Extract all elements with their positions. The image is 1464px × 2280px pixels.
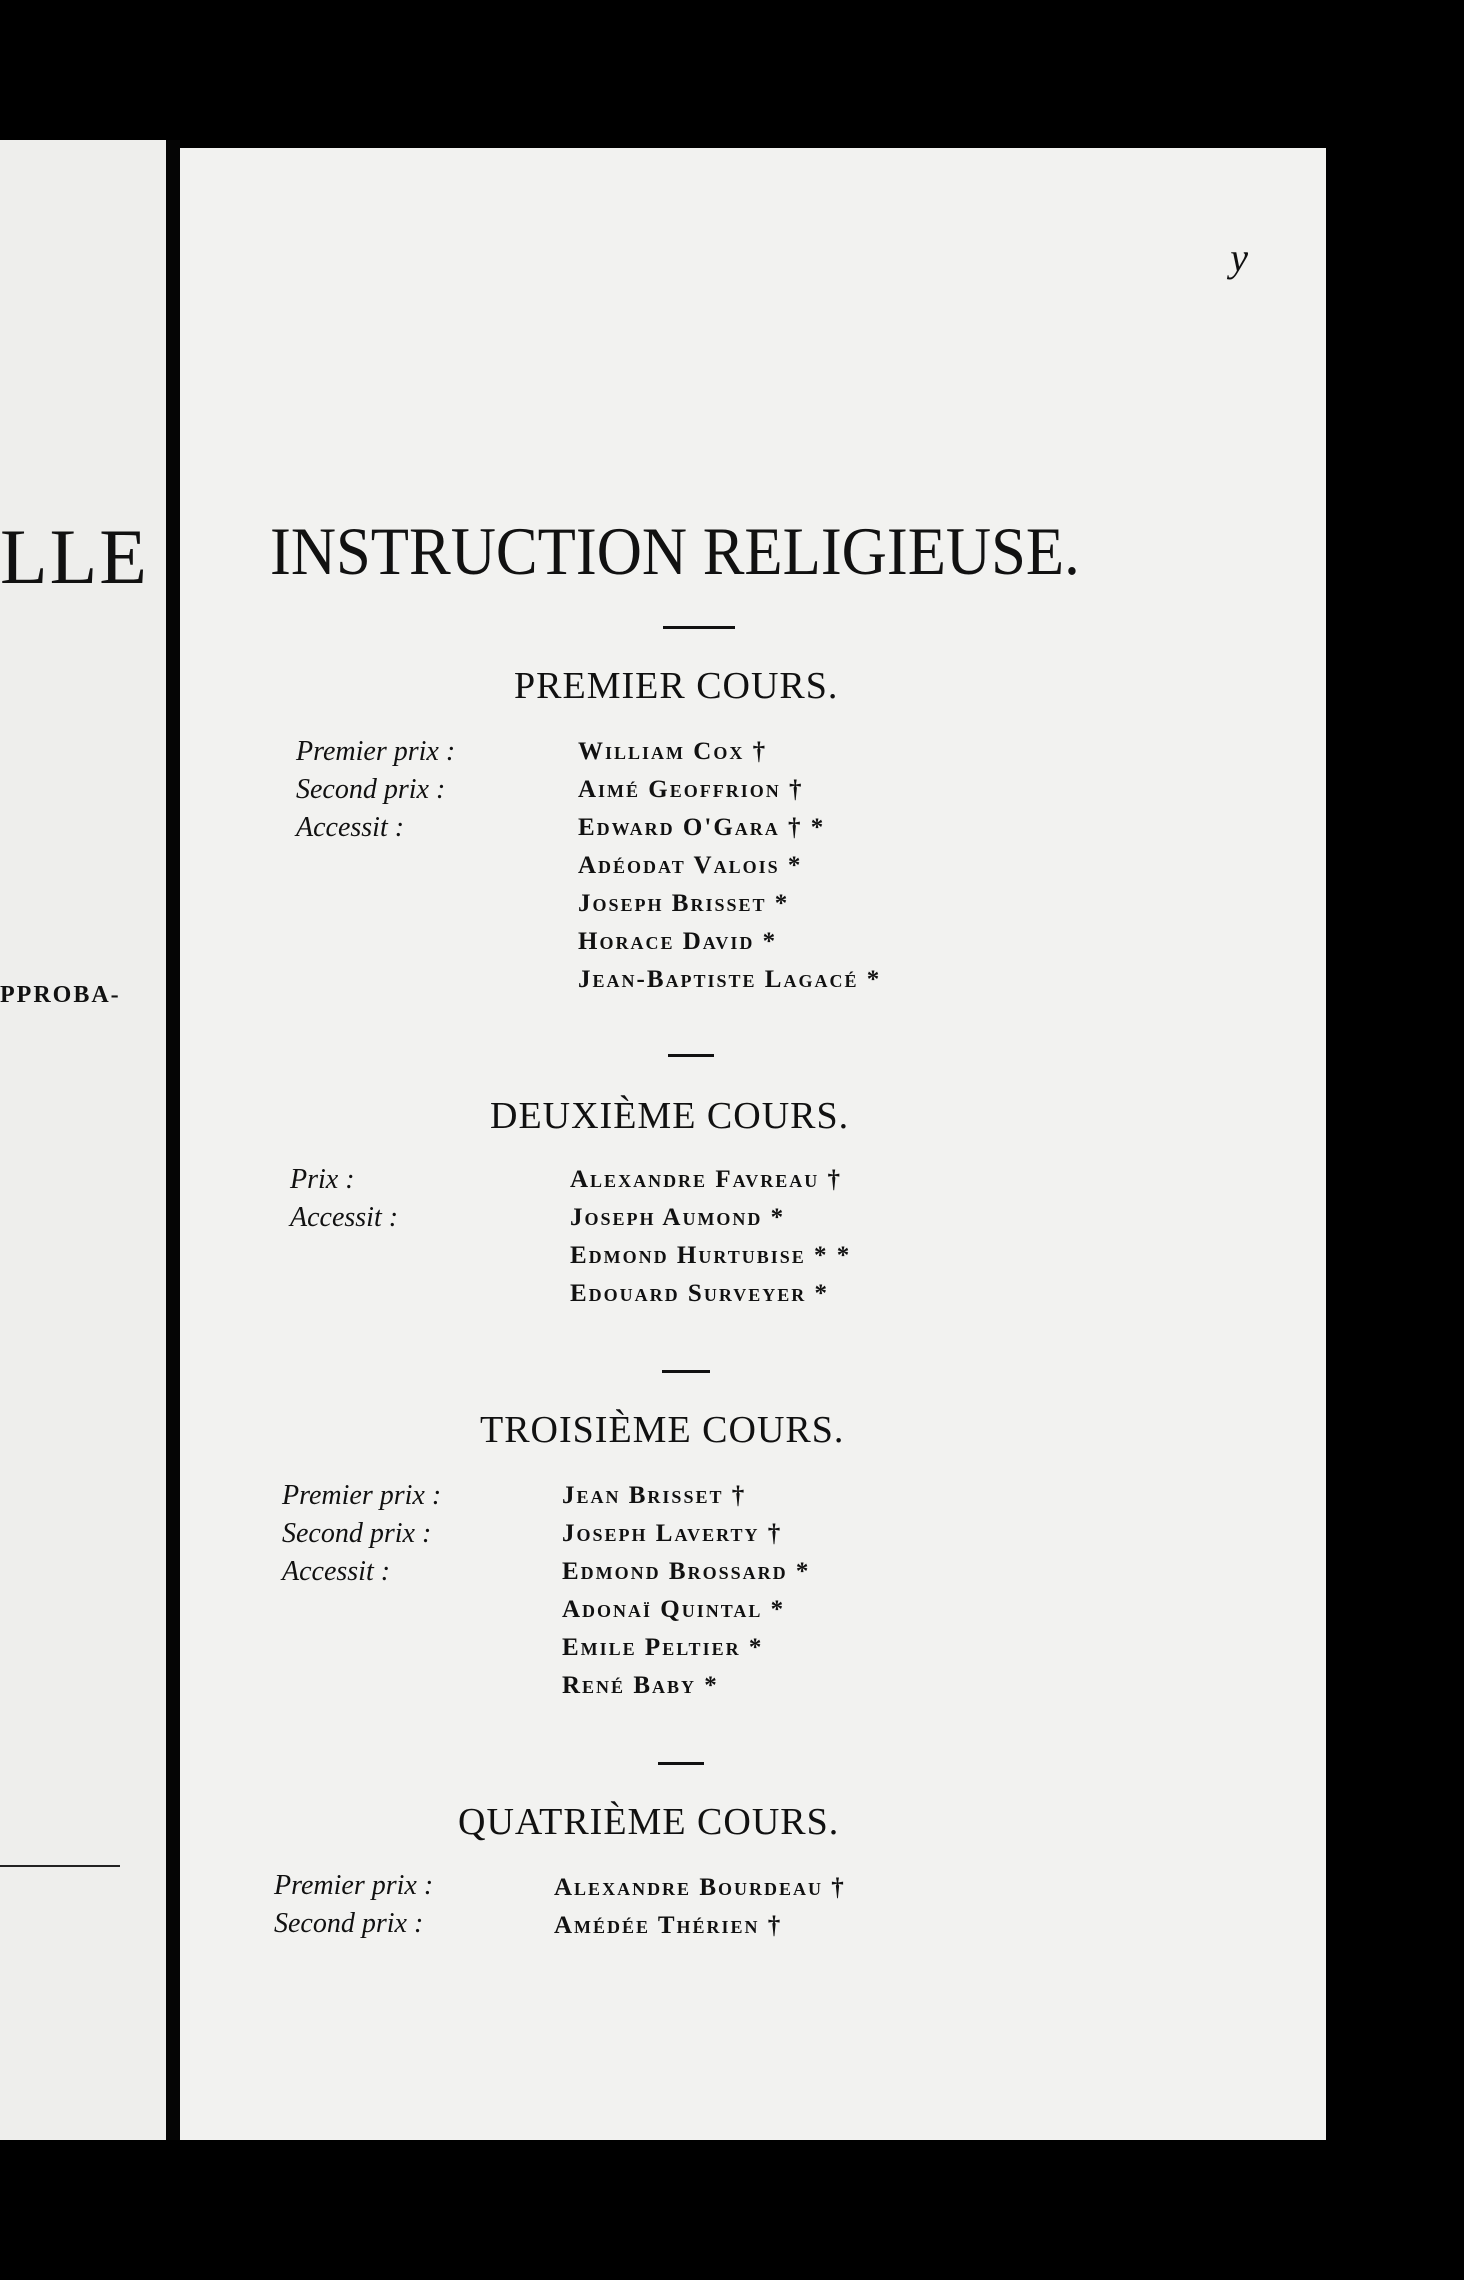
left-page-heading: LLE — [0, 513, 149, 600]
student-name: Jean-Baptiste Lagacé * — [578, 966, 882, 993]
page-title: INSTRUCTION RELIGIEUSE. — [270, 513, 1080, 589]
prize-label: Premier prix : — [282, 1480, 442, 1511]
student-name: Edmond Brossard * — [562, 1558, 811, 1585]
prize-label: Accessit : — [282, 1556, 391, 1587]
student-name: Alexandre Bourdeau † — [554, 1874, 846, 1901]
left-page-fragment — [0, 140, 166, 2140]
student-name: Alexandre Favreau † — [570, 1166, 843, 1193]
page-gutter — [166, 140, 180, 2140]
section-rule — [658, 1762, 704, 1765]
student-name: Joseph Brisset * — [578, 890, 790, 917]
student-name: Adéodat Valois * — [578, 852, 803, 879]
prize-label: Prix : — [290, 1164, 355, 1195]
prize-label: Premier prix : — [296, 736, 456, 767]
title-rule — [663, 626, 735, 629]
prize-label: Second prix : — [296, 774, 446, 805]
student-name: Jean Brisset † — [562, 1482, 747, 1509]
student-name: Edouard Surveyer * — [570, 1280, 829, 1307]
student-name: Joseph Aumond * — [570, 1204, 786, 1231]
student-name: Aimé Geoffrion † — [578, 776, 804, 803]
student-name: Horace David * — [578, 928, 778, 955]
student-name: Amédée Thérien † — [554, 1912, 783, 1939]
right-page — [180, 148, 1326, 2140]
prize-label: Second prix : — [274, 1908, 424, 1939]
prize-label: Accessit : — [290, 1202, 399, 1233]
course-title: QUATRIÈME COURS. — [458, 1801, 840, 1843]
left-page-rule — [0, 1865, 120, 1867]
prize-label: Premier prix : — [274, 1870, 434, 1901]
course-title: DEUXIÈME COURS. — [490, 1095, 850, 1137]
student-name: René Baby * — [562, 1672, 719, 1699]
prize-label: Accessit : — [296, 812, 405, 843]
left-page-text: PPROBA- — [0, 982, 121, 1008]
student-name: William Cox † — [578, 738, 768, 765]
student-name: Edmond Hurtubise * * — [570, 1242, 852, 1269]
section-rule — [668, 1054, 714, 1057]
course-title: TROISIÈME COURS. — [480, 1409, 845, 1451]
section-rule — [662, 1370, 710, 1373]
student-name: Edward O'Gara † * — [578, 814, 826, 841]
course-title: PREMIER COURS. — [514, 665, 839, 707]
student-name: Joseph Laverty † — [562, 1520, 783, 1547]
student-name: Adonaï Quintal * — [562, 1596, 786, 1623]
student-name: Emile Peltier * — [562, 1634, 764, 1661]
prize-label: Second prix : — [282, 1518, 432, 1549]
folio-mark: y — [1230, 235, 1248, 280]
